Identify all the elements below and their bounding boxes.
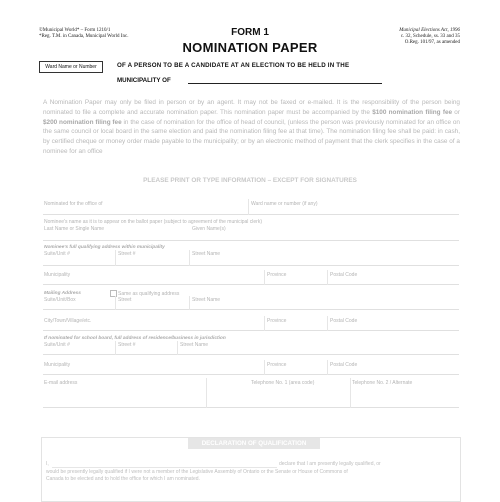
suite-box-label: Suite/Unit/Box bbox=[44, 297, 76, 303]
divider bbox=[115, 341, 116, 355]
mailing-address-line[interactable] bbox=[43, 309, 459, 310]
form-title: NOMINATION PAPER bbox=[182, 40, 318, 55]
province-label: Province bbox=[267, 272, 287, 278]
city-row-line[interactable] bbox=[43, 330, 459, 331]
school-board-address-heading: If nominated for school board, full address of residence/business in jurisdiction bbox=[44, 336, 226, 341]
school-address-line[interactable] bbox=[43, 354, 459, 355]
divider bbox=[350, 378, 351, 408]
given-names-label: Given Name(s) bbox=[192, 226, 226, 232]
mailing-street-label: Street bbox=[118, 297, 132, 303]
instructions-text-1: A Nomination Paper may only be filed in person or by an agent. It may not be faxed or e-mailed. It is the responsibility of the person being nominated to file a complete and accurate nomination paper. This nomination paper must be accompanied by the bbox=[43, 99, 460, 116]
declaration-line-1-end: declare that I am presently legally qualified, or bbox=[279, 461, 381, 467]
school-postal-code-label: Postal Code bbox=[330, 362, 358, 368]
publisher-line-1: ©Municipal World* – Form 1210/1 bbox=[39, 28, 111, 33]
declaration-line-3: Canada to be elected and to hold the office for which I am nominated. bbox=[46, 476, 200, 482]
qualifying-address-line[interactable] bbox=[43, 265, 459, 266]
fee-200: $200 nomination filing fee bbox=[43, 118, 122, 126]
email-label: E-mail address bbox=[44, 380, 78, 386]
mailing-postal-code-label: Postal Code bbox=[330, 318, 358, 324]
candidate-statement: OF A PERSON TO BE A CANDIDATE AT AN ELECTION TO BE HELD IN THE bbox=[117, 62, 350, 69]
instructions-paragraph bbox=[43, 98, 460, 157]
form-number: FORM 1 bbox=[231, 27, 269, 38]
print-instructions-heading: PLEASE PRINT OR TYPE INFORMATION – EXCEPT FOR SIGNATURES bbox=[143, 177, 357, 184]
instructions-text-2: or bbox=[452, 108, 460, 116]
qualifying-address-heading: Nominee's full qualifying address within municipality bbox=[44, 245, 165, 250]
last-name-label: Last Name or Single Name bbox=[44, 226, 105, 232]
declaration-heading: DECLARATION OF QUALIFICATION bbox=[188, 438, 320, 449]
postal-code-label: Postal Code bbox=[330, 272, 358, 278]
divider bbox=[264, 360, 265, 375]
school-province-label: Province bbox=[267, 362, 287, 368]
publisher-line-2: *Reg. T.M. in Canada, Municipal World Inc. bbox=[39, 34, 129, 39]
street-number-label: Street # bbox=[118, 251, 136, 257]
telephone-label: Telephone No. 1 (area code) bbox=[251, 380, 315, 386]
municipality-field-label: Municipality bbox=[44, 272, 71, 278]
ward-name-label: Ward Name or Number bbox=[45, 64, 97, 70]
mailing-province-label: Province bbox=[267, 318, 287, 324]
divider bbox=[327, 360, 328, 375]
school-municipality-label: Municipality bbox=[44, 362, 71, 368]
mailing-address-heading: Mailing Address bbox=[44, 291, 81, 296]
school-street-name-label: Street Name bbox=[180, 342, 209, 348]
divider bbox=[115, 296, 116, 310]
office-label: Nominated for the office of bbox=[44, 201, 103, 207]
city-label: City/Town/Village/etc. bbox=[44, 318, 92, 324]
divider bbox=[248, 199, 249, 215]
telephone-2-label: Telephone No. 2 / Alternate bbox=[352, 380, 413, 386]
instructions-text-3: in the case of nomination for the office of head of council, (unless the person was previously nominated for an office on the same council or local board in the same election and paid the nomination filing fee at that time). The nomination filing fee shall be paid: in cash, by certified cheque or money order made payable to the municipality; or by an electronic method of payment that the clerk specifies in the case of a nominee for an office bbox=[43, 118, 460, 155]
name-row-line[interactable] bbox=[43, 240, 459, 241]
same-as-qualifying-label: Same as qualifying address bbox=[118, 291, 180, 297]
street-name-label: Street Name bbox=[192, 251, 221, 257]
divider bbox=[189, 250, 190, 266]
divider bbox=[327, 270, 328, 285]
divider bbox=[115, 250, 116, 266]
fee-100: $100 nomination filing fee bbox=[372, 108, 453, 116]
ward-name-number-label: Ward name or number (if any) bbox=[251, 201, 318, 207]
municipality-input-line[interactable] bbox=[188, 83, 382, 84]
office-row-line[interactable] bbox=[43, 214, 459, 215]
declaration-line-1-start: I, bbox=[46, 461, 49, 467]
ward-name-field[interactable] bbox=[39, 61, 103, 73]
school-street-number-label: Street # bbox=[118, 342, 136, 348]
divider bbox=[206, 378, 207, 408]
municipality-row-line[interactable] bbox=[43, 284, 459, 285]
legal-reference-1: Municipal Elections Act, 1996 bbox=[399, 28, 460, 33]
school-suite-label: Suite/Unit # bbox=[44, 342, 70, 348]
legal-reference-2: c. 32, Schedule, ss. 33 and 35 bbox=[400, 34, 460, 39]
municipality-label: MUNICIPALITY OF bbox=[117, 77, 171, 84]
declaration-line-2: would be presently legally qualified if I were not a member of the Legislative Assembly of Ontario or the Senate or House of Commons of bbox=[46, 469, 348, 475]
school-municipality-line[interactable] bbox=[43, 374, 459, 375]
divider bbox=[189, 296, 190, 310]
mailing-street-name-label: Street Name bbox=[192, 297, 221, 303]
declarant-name-line[interactable] bbox=[52, 467, 277, 468]
divider bbox=[177, 341, 178, 355]
legal-reference-3: O.Reg. 101/97, as amended bbox=[404, 40, 460, 45]
contact-row-line[interactable] bbox=[43, 407, 459, 408]
suite-label: Suite/Unit # bbox=[44, 251, 70, 257]
divider bbox=[264, 316, 265, 331]
ballot-name-note: Nominee's name as it is to appear on the ballot paper (subject to agreement of the municipal clerk) bbox=[44, 219, 263, 225]
divider bbox=[327, 316, 328, 331]
divider bbox=[264, 270, 265, 285]
